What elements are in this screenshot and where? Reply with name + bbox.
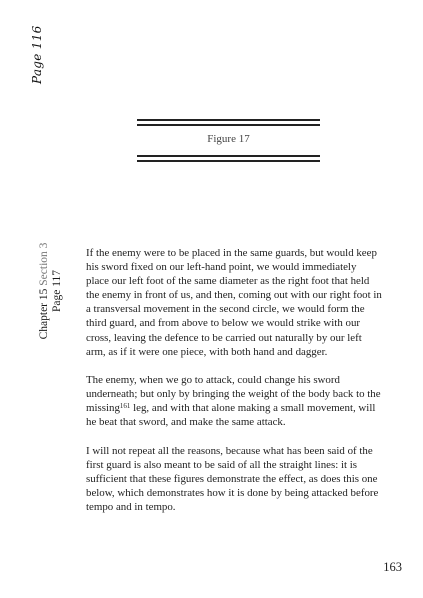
figure-bottom-rule-inner [137,155,320,157]
section-label: Section 3 [38,242,50,286]
paragraph [86,373,382,429]
paragraph: If the enemy were to be placed in the same guards, but would keep his sword fixed on our left-hand point, we would immediately place our left foot of the same diameter as the right foot that held the enemy in front of us, and then, coming out with our right foot in a transversal movement in the second circle, we would form the third guard, and from above to below we would strike with our cross, leaving the defence to be carried out naturally by our left arm, as if it were one piece, with both hand and dagger. [86,247,382,358]
page-number: 163 [383,560,402,574]
figure-caption: Figure 17 [207,133,250,145]
figure-placeholder [137,119,320,161]
chapter-label: Chapter 15 [38,288,50,340]
chapter-section-label [38,226,64,356]
paragraph-text: The enemy, when we go to attack, could change his sword underneath; but only by bringing the weight of the body back to the missing [86,373,381,415]
paragraph: I will not repeat all the reasons, because what has been said of the first guard is also meant to be said of all the straight lines: it is sufficient that these figures demonstrate the effect, as does this one below, which demonstrates how it is done by being attacked before tempo and in tempo. [86,444,379,513]
figure-top-rule [137,119,320,121]
original-page-marker: Page 116 [30,25,44,84]
source-page-label: Page 117 [51,269,63,313]
footnote-reference[interactable]: 161 [119,402,131,411]
paragraph-text: leg, and with that alone making a small movement, will he beat that sword, and make the same attack. [86,402,376,429]
figure-top-rule-inner [137,124,320,126]
figure-bottom-rule [137,160,320,162]
body-text [86,246,382,528]
